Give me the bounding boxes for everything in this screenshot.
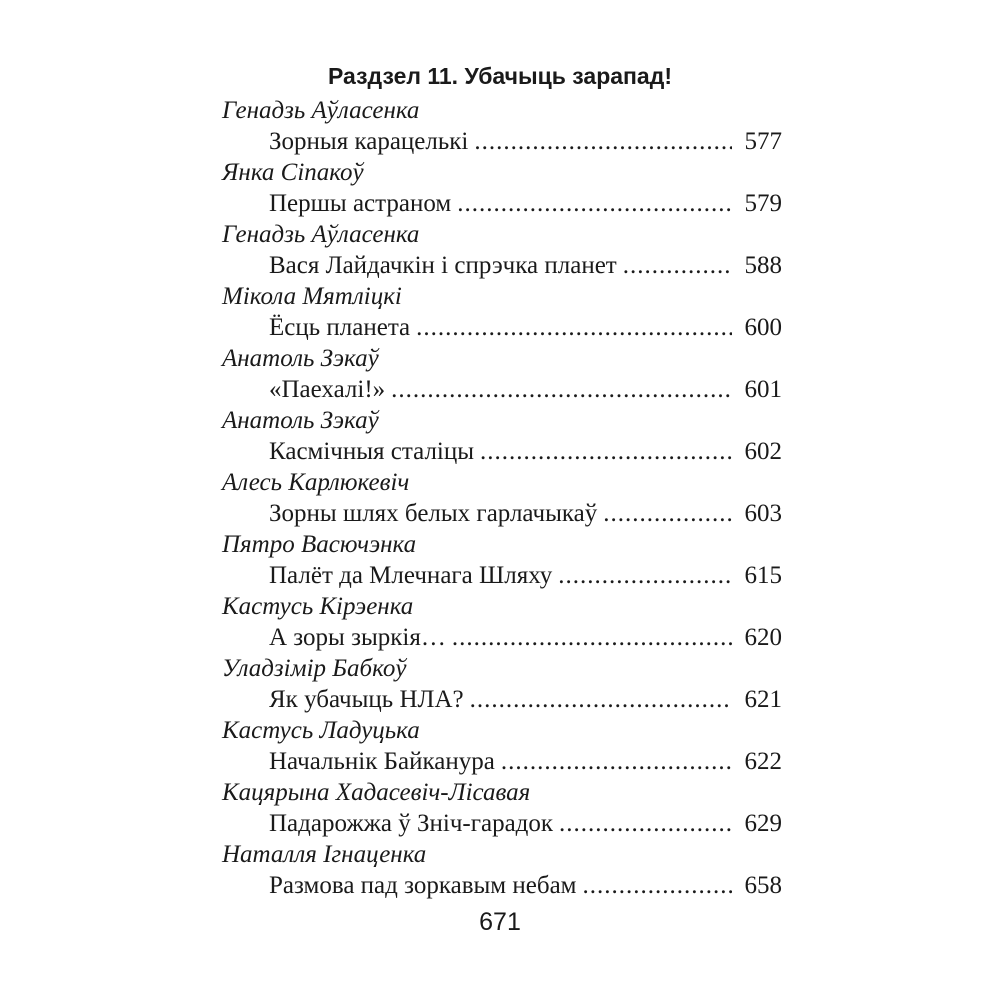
entry-page-number: 588	[744, 252, 782, 279]
entry-page-number: 620	[744, 624, 782, 651]
dot-leader	[559, 808, 732, 839]
entry-title: Размова пад зоркавым небам	[269, 872, 577, 899]
entry-page-number: 601	[744, 376, 782, 403]
dot-leader	[558, 560, 732, 591]
entry-title: А зоры зыркія…	[269, 624, 446, 651]
entry-row	[269, 560, 782, 591]
entry-row	[269, 312, 782, 343]
entry-title: Начальнік Байканура	[269, 748, 495, 775]
entry-author: Кастусь Кірэенка	[222, 593, 414, 620]
toc-entry	[222, 530, 782, 592]
toc-entry	[222, 282, 782, 344]
entry-author: Алесь Карлюкевіч	[222, 469, 410, 496]
toc-entry	[222, 716, 782, 778]
section-title: Раздзел 11. Убачыць зарапад!	[328, 63, 672, 89]
entry-author: Уладзімір Бабкоў	[222, 655, 407, 682]
entry-row	[269, 870, 782, 901]
entry-row	[269, 746, 782, 777]
entry-author: Янка Сіпакоў	[222, 159, 364, 186]
dot-leader	[582, 870, 732, 901]
entry-author: Анатоль Зэкаў	[222, 345, 379, 372]
entry-author: Генадзь Аўласенка	[222, 97, 420, 124]
entry-page-number: 603	[744, 500, 782, 527]
dot-leader	[457, 188, 732, 219]
entry-author: Генадзь Аўласенка	[222, 221, 420, 248]
dot-leader	[470, 684, 732, 715]
entry-author: Пятро Васючэнка	[222, 531, 417, 558]
entry-title: Як убачыць НЛА?	[269, 686, 464, 713]
dot-leader	[603, 498, 732, 529]
entry-title: Падарожжа ў Зніч-гарадок	[269, 810, 554, 837]
entry-row	[269, 374, 782, 405]
entry-author: Кастусь Ладуцька	[222, 717, 420, 744]
dot-leader	[480, 436, 732, 467]
entry-row	[269, 188, 782, 219]
entry-title: Ёсць планета	[269, 314, 411, 341]
entry-page-number: 658	[744, 872, 782, 899]
toc-entry	[222, 406, 782, 468]
entry-title: Касмічныя сталіцы	[269, 438, 475, 465]
entry-title: Зорныя карацелькі	[269, 128, 469, 155]
entry-page-number: 629	[744, 810, 782, 837]
dot-leader	[452, 622, 732, 653]
dot-leader	[501, 746, 732, 777]
entry-page-number: 615	[744, 562, 782, 589]
entry-title: «Паехалі!»	[269, 376, 386, 403]
entry-author: Наталля Ігнаценка	[222, 841, 427, 868]
toc-entry	[222, 468, 782, 530]
entry-page-number: 600	[744, 314, 782, 341]
toc-entry	[222, 840, 782, 902]
dot-leader	[416, 312, 732, 343]
entry-row	[269, 684, 782, 715]
entry-page-number: 602	[744, 438, 782, 465]
entry-author: Мікола Мятліцкі	[222, 283, 402, 310]
toc-entry	[222, 344, 782, 406]
entry-title: Вася Лайдачкін і спрэчка планет	[269, 252, 617, 279]
toc-entry	[222, 592, 782, 654]
entry-row	[269, 498, 782, 529]
entry-title: Зорны шлях белых гарлачыкаў	[269, 500, 598, 527]
toc-entry	[222, 96, 782, 158]
toc-entry	[222, 220, 782, 282]
entry-row	[269, 436, 782, 467]
entry-title: Першы астраном	[269, 190, 452, 217]
entry-row	[269, 126, 782, 157]
entry-row	[269, 622, 782, 653]
dot-leader	[623, 250, 732, 281]
dot-leader	[474, 126, 732, 157]
entry-row	[269, 250, 782, 281]
entry-author: Анатоль Зэкаў	[222, 407, 379, 434]
table-of-contents	[222, 96, 782, 902]
toc-entry	[222, 158, 782, 220]
entry-page-number: 577	[744, 128, 782, 155]
entry-title: Палёт да Млечнага Шляху	[269, 562, 553, 589]
entry-page-number: 621	[744, 686, 782, 713]
toc-entry	[222, 778, 782, 840]
dot-leader	[391, 374, 732, 405]
entry-page-number: 622	[744, 748, 782, 775]
toc-entry	[222, 654, 782, 716]
entry-row	[269, 808, 782, 839]
entry-page-number: 579	[744, 190, 782, 217]
entry-author: Кацярына Хадасевіч-Лісавая	[222, 779, 531, 806]
page-number: 671	[479, 908, 521, 936]
